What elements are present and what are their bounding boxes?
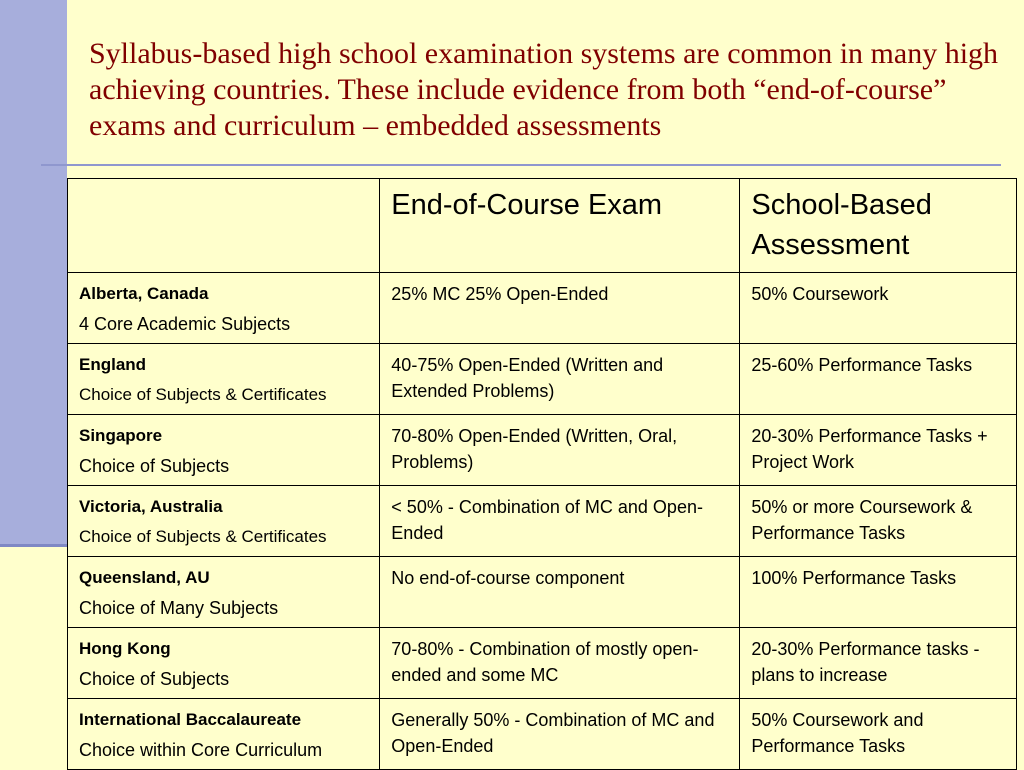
region-subjects: Choice of Subjects [79,456,230,476]
side-accent-bar [0,0,67,547]
region-subjects: Choice of Subjects & Certificates [79,385,327,404]
table-row [68,628,1017,699]
header-cell-end-of-course-exam: End-of-Course Exam [380,179,740,273]
region-subjects: 4 Core Academic Subjects [79,314,291,334]
region-cell [68,557,380,628]
region-subjects: Choice of Subjects & Certificates [79,527,327,546]
region-name: Victoria, Australia [79,497,223,516]
school-assessment-cell: 50% Coursework [740,273,1017,344]
region-name: Alberta, Canada [79,284,209,303]
region-name: Hong Kong [79,639,171,658]
table-row [68,415,1017,486]
region-cell [68,699,380,770]
table-row [68,344,1017,415]
region-subjects: Choice of Many Subjects [79,598,279,618]
region-name: Queensland, AU [79,568,210,587]
exam-cell: 70-80% - Combination of mostly open-ended and some MC [380,628,740,699]
side-accent-bar-shadow [0,544,67,547]
region-cell [68,628,380,699]
table-row [68,557,1017,628]
school-assessment-cell: 50% or more Coursework & Performance Tasks [740,486,1017,557]
region-cell [68,486,380,557]
school-assessment-cell: 20-30% Performance Tasks + Project Work [740,415,1017,486]
table-row [68,273,1017,344]
header-cell-empty [68,179,380,273]
school-assessment-cell: 25-60% Performance Tasks [740,344,1017,415]
region-name: England [79,355,147,374]
title-divider-line [41,164,1001,166]
exam-cell: 25% MC 25% Open-Ended [380,273,740,344]
region-cell [68,415,380,486]
table-row [68,486,1017,557]
assessment-comparison-table [67,178,1017,770]
exam-cell: < 50% - Combination of MC and Open-Ended [380,486,740,557]
school-assessment-cell: 100% Performance Tasks [740,557,1017,628]
region-name: International Baccalaureate [79,710,302,729]
region-name: Singapore [79,426,163,445]
exam-cell: 40-75% Open-Ended (Written and Extended Problems) [380,344,740,415]
region-cell [68,344,380,415]
table-header-row [68,179,1017,273]
school-assessment-cell: 50% Coursework and Performance Tasks [740,699,1017,770]
region-cell [68,273,380,344]
slide-title: Syllabus-based high school examination systems are common in many high achieving countries. These include evidence from both “end-of-course” exams and curriculum – embedded assessments [89,37,999,142]
region-subjects: Choice within Core Curriculum [79,740,323,760]
exam-cell: Generally 50% - Combination of MC and Open-Ended [380,699,740,770]
exam-cell: No end-of-course component [380,557,740,628]
header-cell-school-based-assessment: School-Based Assessment [740,179,1017,273]
region-subjects: Choice of Subjects [79,669,230,689]
exam-cell: 70-80% Open-Ended (Written, Oral, Problems) [380,415,740,486]
school-assessment-cell: 20-30% Performance tasks - plans to increase [740,628,1017,699]
table-row [68,699,1017,770]
